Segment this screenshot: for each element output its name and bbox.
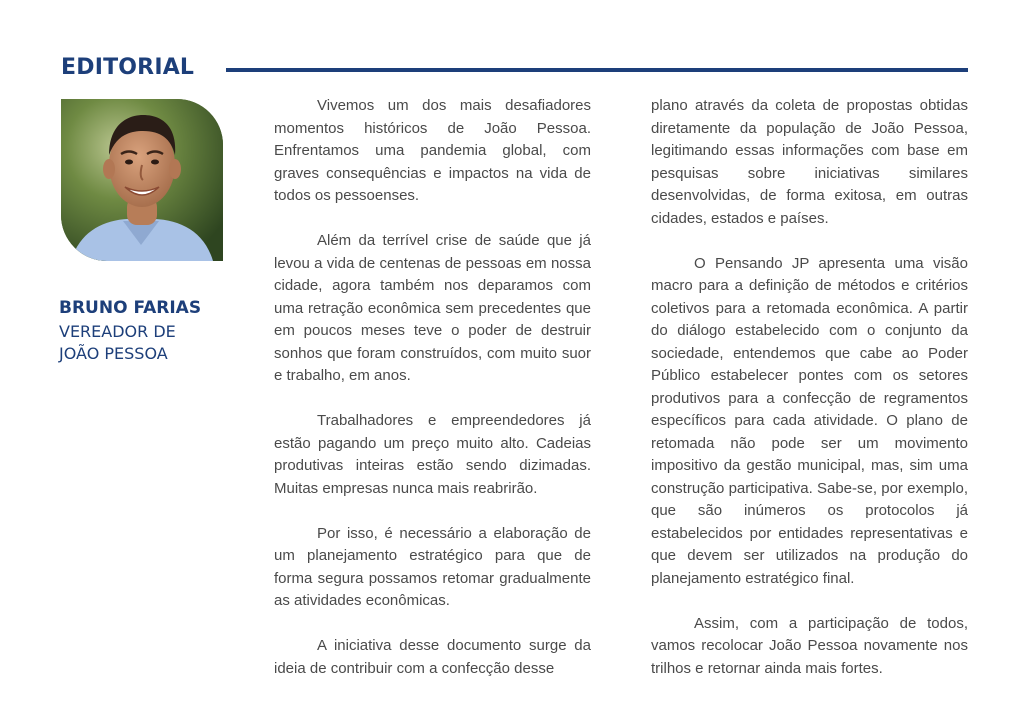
author-role — [59, 321, 219, 365]
paragraph: A iniciativa desse documento surge da ideia de contribuir com a confecção desse — [274, 637, 591, 677]
paragraph: plano através da coleta de propostas obtidas diretamente da população de João Pessoa, legitimando essas informações com base em pesquisas sobre iniciativas similares desenvolvidas, de forma exitosa, em outras cidades, estados e países. — [651, 97, 968, 227]
page-title: EDITORIAL — [61, 55, 195, 80]
text-column-2 — [651, 95, 968, 680]
author-name: BRUNO FARIAS — [59, 298, 202, 318]
author-photo — [61, 99, 223, 261]
author-role-line-2: JOÃO PESSOA — [59, 344, 168, 363]
author-role-line-1: VEREADOR DE — [59, 322, 176, 341]
paragraph: Por isso, é necessário a elaboração de um planejamento estratégico para que de forma segura possamos retomar gradualmente as atividades econômicas. — [274, 524, 591, 609]
text-column-1 — [274, 95, 591, 680]
paragraph: Trabalhadores e empreendedores já estão pagando um preço muito alto. Cadeias produtivas inteiras estão sendo dizimadas. Muitas empresas nunca mais reabrirão. — [274, 412, 591, 497]
paragraph: Vivemos um dos mais desafiadores momentos históricos de João Pessoa. Enfrentamos uma pandemia global, com graves consequências e impactos na vida de todos os pessoenses. — [274, 97, 591, 204]
paragraph: O Pensando JP apresenta uma visão macro para a definição de métodos e critérios coletivos para a retomada econômica. A partir do diálogo estabelecido com o conjunto da sociedade, entendemos que cabe ao Poder Público estabelecer pontes com os setores produtivos para a confecção de regramentos específicos para cada atividade. O plano de retomada não pode ser um movimento impositivo da gestão municipal, mas, sim uma construção participativa. Sabe-se, por exemplo, que são inúmeros os protocolos já estabelecidos por entidades representativas e que devem ser utilizados na produção do planejamento estratégico final. — [651, 254, 968, 587]
paragraph: Além da terrível crise de saúde que já levou a vida de centenas de pessoas em nossa cidade, agora também nos deparamos com uma retração econômica sem precedentes que em poucos meses teve o poder de destruir sonhos que foram construídos, com muito suor e trabalho, em anos. — [274, 232, 591, 384]
author-portrait-illustration — [61, 99, 223, 261]
paragraph: Assim, com a participação de todos, vamos recolocar João Pessoa novamente nos trilhos e retornar ainda mais fortes. — [651, 614, 968, 677]
header-divider — [226, 68, 968, 72]
